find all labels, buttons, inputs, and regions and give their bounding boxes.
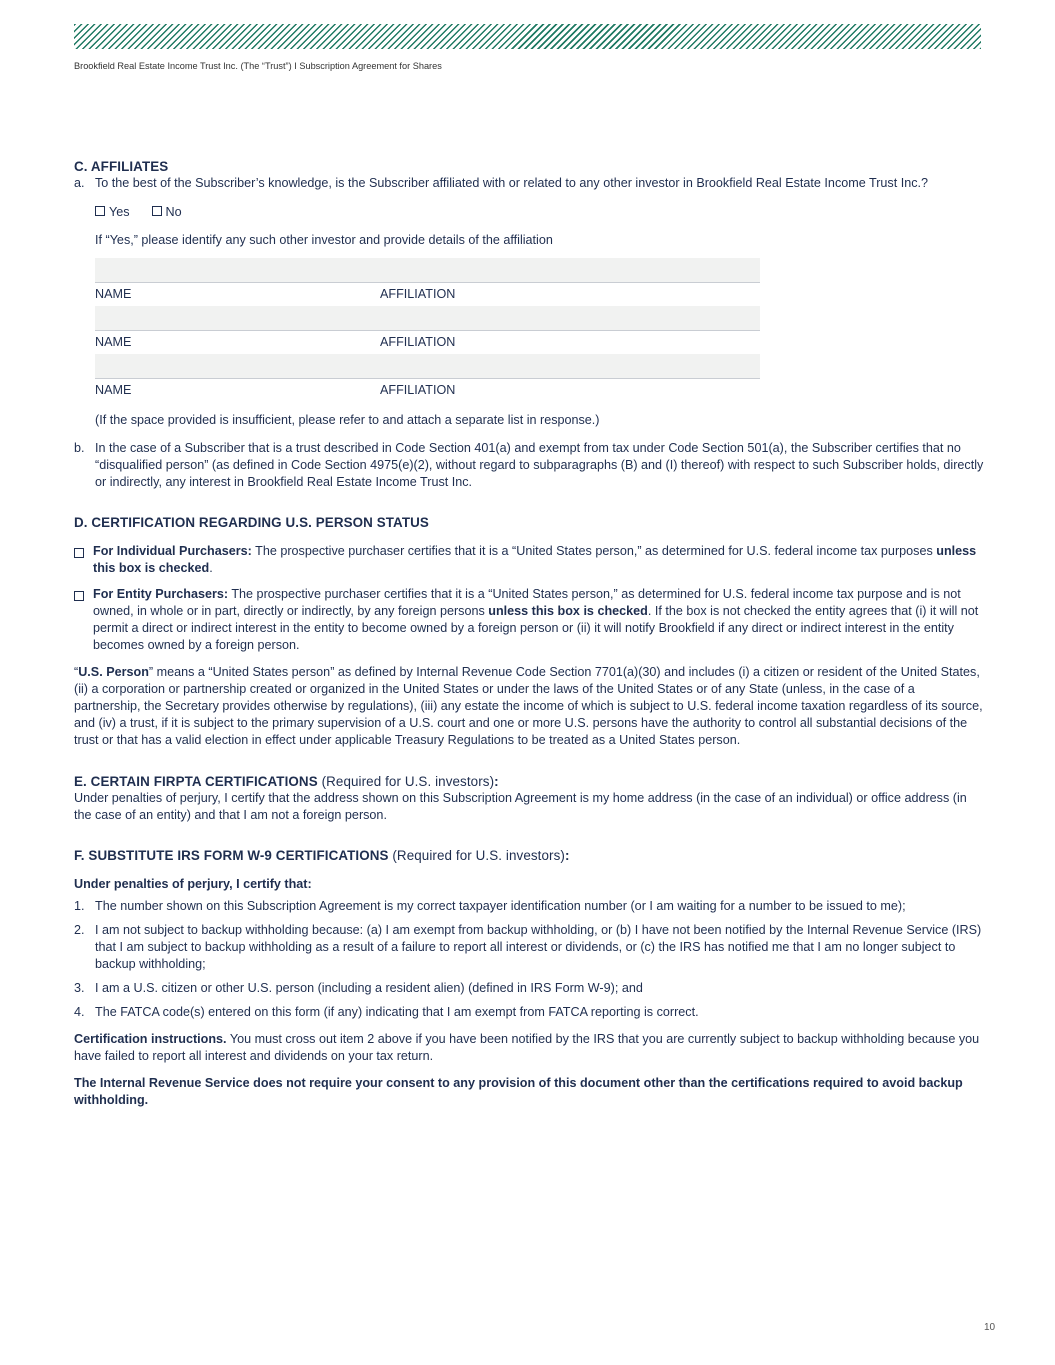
affiliation-label: AFFILIATION — [380, 383, 456, 397]
individual-end: . — [209, 561, 213, 575]
entity-text: The prospective purchaser certifies that it is a “United States person,” as determined for U.S. federal income tax purpose and is not owned, in whole or in part, directly or indirectly, by any foreign persons — [93, 587, 961, 618]
individual-bold: unless this box is checked — [93, 544, 977, 575]
yes-checkbox[interactable] — [95, 206, 105, 216]
document-body — [74, 158, 984, 1109]
entity-end: . If the box is not checked the entity agrees that (i) it will not permit a direct or indirect interest in the entity to become owned by a foreign person or (ii) it will notify Brookfield if any direct or indirect interest in the entity becomes owned by a foreign person. — [93, 604, 979, 652]
section-c-heading: C. AFFILIATES — [74, 159, 169, 174]
us-person-definition — [74, 664, 984, 749]
yes-no-options — [74, 204, 984, 221]
running-header: Brookfield Real Estate Income Trust Inc. (The “Trust”) I Subscription Agreement for Shares — [74, 61, 442, 71]
no-checkbox[interactable] — [152, 206, 162, 216]
w9-intro: Under penalties of perjury, I certify that: — [74, 877, 312, 891]
page-number: 10 — [984, 1322, 996, 1333]
section-f-title: F. SUBSTITUTE IRS FORM W-9 CERTIFICATIONS — [74, 848, 389, 863]
affiliation-input-field[interactable] — [95, 354, 760, 379]
entity-cert-text — [93, 586, 984, 654]
name-label: NAME — [95, 383, 132, 397]
section-f-required: (Required for U.S. investors) — [392, 848, 565, 863]
section-c-item-b — [74, 440, 984, 491]
entity-bold: unless this box is checked — [488, 604, 648, 618]
insufficient-space-note: (If the space provided is insufficient, please refer to and attach a separate list in response.) — [95, 413, 600, 427]
instructions-label: Certification instructions. — [74, 1032, 227, 1046]
section-f-colon: : — [564, 848, 570, 863]
affiliation-row — [95, 258, 760, 306]
individual-text: The prospective purchaser certifies that it is a “United States person,” as determined for U.S. federal income tax purposes — [255, 544, 933, 558]
instructions-text: You must cross out item 2 above if you have been notified by the IRS that you are currently subject to backup withholding because you have failed to report all interest and dividends on your tax return. — [74, 1032, 980, 1063]
individual-label: For Individual Purchasers: — [93, 544, 252, 558]
section-e-heading — [74, 773, 984, 790]
item-marker: 4. — [74, 1005, 85, 1019]
section-e-required: (Required for U.S. investors) — [321, 774, 495, 789]
item-text: I am not subject to backup withholding because: (a) I am exempt from backup withholding, or (b) I have not been notified by the Internal Revenue Service (IRS) that I am subject to backup withholding as a result of a failure to report all interest or dividends, or (c) the IRS has notified me that I am no longer subject to backup withholding; — [95, 923, 982, 971]
no-option[interactable] — [152, 204, 182, 221]
w9-item — [74, 980, 984, 997]
definition-open-quote: “ — [74, 665, 79, 679]
affiliation-input-field[interactable] — [95, 258, 760, 283]
item-text: I am a U.S. citizen or other U.S. person (including a resident alien) (defined in IRS Form W-9); and — [95, 981, 643, 995]
if-yes-instruction: If “Yes,” please identify any such other investor and provide details of the affiliation — [95, 233, 553, 247]
w9-item — [74, 922, 984, 973]
affiliation-row — [95, 354, 760, 402]
yes-option[interactable] — [95, 204, 130, 221]
individual-purchaser-cert — [74, 543, 984, 577]
w9-item — [74, 1004, 984, 1021]
item-marker: 3. — [74, 981, 85, 995]
individual-cert-text — [93, 543, 984, 577]
item-a-text: To the best of the Subscriber’s knowledge, is the Subscriber affiliated with or related to any other investor in Brookfield Real Estate Income Trust Inc.? — [95, 176, 929, 190]
entity-checkbox[interactable] — [74, 591, 84, 601]
item-marker: 1. — [74, 899, 85, 913]
section-e-colon: : — [494, 774, 499, 789]
section-c-item-a — [74, 175, 984, 192]
entity-purchaser-cert — [74, 586, 984, 654]
item-text: The number shown on this Subscription Agreement is my correct taxpayer identification number (or I am waiting for a number to be issued to me); — [95, 899, 906, 913]
item-marker: 2. — [74, 923, 85, 937]
irs-consent-note: The Internal Revenue Service does not require your consent to any provision of this document other than the certifications required to avoid backup withholding. — [74, 1076, 963, 1107]
yes-label: Yes — [109, 205, 130, 219]
individual-checkbox[interactable] — [74, 548, 84, 558]
affiliation-label: AFFILIATION — [380, 335, 456, 349]
section-e-title: E. CERTAIN FIRPTA CERTIFICATIONS — [74, 774, 318, 789]
item-marker: a. — [74, 176, 85, 190]
section-f-heading — [74, 847, 984, 864]
certification-instructions — [74, 1031, 984, 1065]
affiliation-input-field[interactable] — [95, 306, 760, 331]
w9-item — [74, 898, 984, 915]
definition-term: U.S. Person — [78, 665, 149, 679]
name-label: NAME — [95, 335, 132, 349]
firpta-text: Under penalties of perjury, I certify that the address shown on this Subscription Agreement is my home address (in the case of an individual) or office address (in the case of an entity) and that I am not a foreign person. — [74, 791, 967, 822]
entity-label: For Entity Purchasers: — [93, 587, 229, 601]
definition-text: ” means a “United States person” as defined by Internal Revenue Code Section 7701(a)(30) and includes (i) a citizen or resident of the United States, (ii) a corporation or partnership created or organized in the United States or under the laws of the United States or of any State (unless, in the case of a partnership, the Secretary provides otherwise by regulations), (iii) any estate the income of which is subject to U.S. federal income taxation regardless of its source, and (iv) a trust, if it is subject to the primary supervision of a U.S. court and one or more U.S. persons have the authority to control all substantial decisions of the trust or that has a valid election in effect under applicable Treasury Regulations to be treated as a United States person. — [74, 665, 983, 747]
item-marker: b. — [74, 441, 85, 455]
name-label: NAME — [95, 287, 132, 301]
affiliation-table — [95, 258, 760, 402]
affiliation-label: AFFILIATION — [380, 287, 456, 301]
header-stripe-decoration — [74, 24, 981, 49]
affiliation-row — [95, 306, 760, 354]
item-b-text: In the case of a Subscriber that is a trust described in Code Section 401(a) and exempt from tax under Code Section 501(a), the Subscriber certifies that no “disqualified person” (as defined in Code Section 4975(e)(2), without regard to subparagraphs (B) and (I) thereof) with respect to such Subscriber holds, directly or indirectly, any interest in Brookfield Real Estate Income Trust Inc. — [95, 441, 984, 489]
item-text: The FATCA code(s) entered on this form (if any) indicating that I am exempt from FATCA reporting is correct. — [95, 1005, 699, 1019]
section-d-heading: D. CERTIFICATION REGARDING U.S. PERSON STATUS — [74, 515, 429, 530]
no-label: No — [165, 205, 182, 219]
